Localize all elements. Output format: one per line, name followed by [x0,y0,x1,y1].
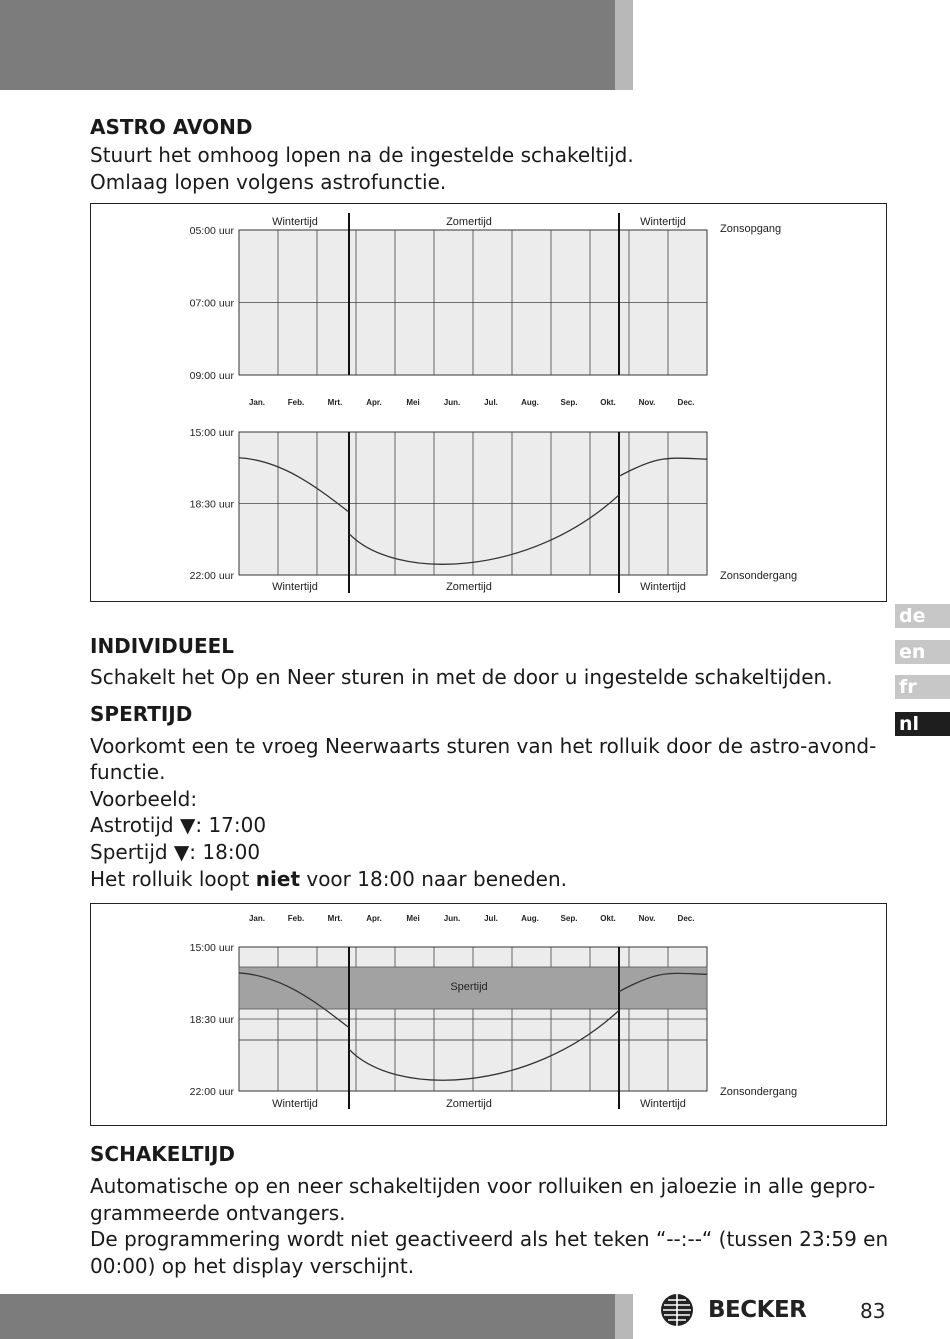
spertijd-month-label-6: Jul. [484,914,498,923]
spertijd-bottom-season-label-1: Zomertijd [446,1098,492,1110]
spertijd-month-label-4: Mei [406,914,420,923]
spertijd-sunset-tick-label-0: 15:00 uur [189,942,234,954]
individueel-title: INDIVIDUEEL [90,634,235,658]
spertijd-chart [90,903,887,1126]
astro-month-label-11: Dec. [677,398,695,407]
astro-bottom-season-label-1: Zomertijd [446,581,492,593]
spertijd-band-label: Spertijd [450,981,488,993]
astro-sunset-label: Zonsondergang [720,570,798,582]
astro-avond-line-1: Stuurt het omhoog lopen na de ingestelde schakeltijd. [90,143,634,167]
spertijd-month-label-10: Nov. [638,914,656,923]
spertijd-sunset-tick-label-2: 22:00 uur [189,1086,234,1098]
schakeltijd-line-2: grammeerde ontvangers. [90,1201,346,1225]
lang-tab-de[interactable]: de [895,604,950,628]
page-number: 83 [860,1299,886,1323]
spertijd-line-6-bold: niet [255,867,300,891]
astro-avond-title: ASTRO AVOND [90,115,253,139]
astro-season-label-0: Wintertijd [272,216,318,228]
spertijd-sunset-tick-label-1: 18:30 uur [189,1014,234,1026]
astro-month-label-8: Sep. [560,398,578,407]
footer-bar-edge [615,1294,633,1339]
schakeltijd-line-3: De programmering wordt niet geactiveerd als het teken “--:--“ (tussen 23:59 en [90,1227,889,1251]
astro-season-label-2: Wintertijd [640,216,686,228]
spertijd-bottom-season-label-2: Wintertijd [640,1098,686,1110]
spertijd-chart-svg [91,904,885,1124]
spertijd-line-1: Voorkomt een te vroeg Neerwaarts sturen van het rolluik door de astro-avond- [90,734,877,758]
astro-chart-svg [91,204,885,600]
astro-chart [90,203,887,602]
spertijd-month-label-11: Dec. [677,914,695,923]
astro-sunrise-tick-label-2: 09:00 uur [189,370,234,382]
astro-month-label-9: Okt. [600,398,616,407]
spertijd-bottom-season-label-0: Wintertijd [272,1098,318,1110]
astro-sunset-tick-label-2: 22:00 uur [189,570,234,582]
lang-tab-nl[interactable]: nl [895,712,950,736]
spertijd-sunset-label: Zonsondergang [720,1086,798,1098]
spertijd-line-6 [90,866,567,893]
astro-sunrise-tick-label-0: 05:00 uur [189,225,234,237]
astro-avond-line-2: Omlaag lopen volgens astrofunctie. [90,170,447,194]
schakeltijd-title: SCHAKELTIJD [90,1142,236,1166]
astro-month-label-3: Apr. [366,398,382,407]
astro-month-label-2: Mrt. [327,398,343,407]
header-bar-edge [615,0,633,90]
astro-bottom-season-label-0: Wintertijd [272,581,318,593]
spertijd-title: SPERTIJD [90,702,193,726]
astro-sunrise-label: Zonsopgang [720,223,782,235]
spertijd-month-label-9: Okt. [600,914,616,923]
brand-name: BECKER [708,1297,807,1323]
spertijd-line-3: Voorbeeld: [90,787,198,811]
spertijd-line-5: Spertijd ▼: 18:00 [90,840,261,864]
spertijd-month-label-1: Feb. [287,914,305,923]
schakeltijd-line-1: Automatische op en neer schakeltijden voor rolluiken en jaloezie in alle gepro- [90,1174,876,1198]
astro-month-label-7: Aug. [521,398,539,407]
astro-month-label-0: Jan. [248,398,266,407]
lang-tab-en[interactable]: en [895,640,950,664]
spertijd-line-6-pre: Het rolluik loopt [90,867,256,891]
spertijd-line-4: Astrotijd ▼: 17:00 [90,813,267,837]
astro-month-label-10: Nov. [638,398,656,407]
spertijd-month-label-7: Aug. [521,914,539,923]
lang-tab-fr[interactable]: fr [895,675,950,699]
spertijd-month-label-2: Mrt. [327,914,343,923]
spertijd-month-label-5: Jun. [443,914,461,923]
spertijd-month-label-0: Jan. [248,914,266,923]
spertijd-month-label-8: Sep. [560,914,578,923]
individueel-text: Schakelt het Op en Neer sturen in met de door u ingestelde schakeltijden. [90,665,833,689]
spertijd-month-label-3: Apr. [366,914,382,923]
astro-month-label-6: Jul. [484,398,498,407]
astro-month-label-1: Feb. [287,398,305,407]
astro-sunrise-tick-label-1: 07:00 uur [189,297,234,310]
footer-bar [0,1294,615,1339]
astro-month-label-4: Mei [406,398,420,407]
schakeltijd-line-4: 00:00) op het display verschijnt. [90,1254,415,1278]
spertijd-line-6-post: voor 18:00 naar beneden. [300,867,568,891]
spertijd-line-2: functie. [90,760,166,784]
astro-bottom-season-label-2: Wintertijd [640,581,686,593]
astro-sunset-tick-label-1: 18:30 uur [189,498,234,511]
astro-month-label-5: Jun. [443,398,461,407]
header-bar [0,0,615,90]
astro-sunset-tick-label-0: 15:00 uur [189,427,234,439]
astro-season-label-1: Zomertijd [446,216,492,228]
